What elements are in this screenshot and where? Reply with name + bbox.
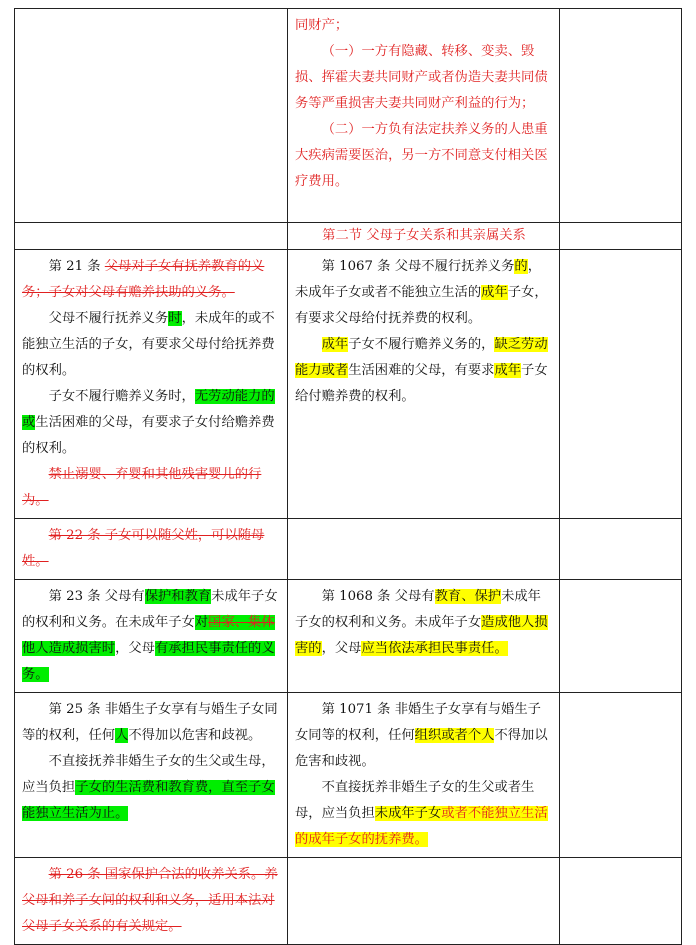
note-cell — [560, 250, 682, 519]
text: 子女给付赡养费的权利。 — [295, 363, 548, 404]
text — [295, 584, 553, 662]
new-cell — [288, 580, 560, 693]
table-row — [15, 858, 682, 945]
highlight: 他人造成损害时 — [22, 641, 116, 656]
text: 未成年子女的权利和义务。未成年子女 — [295, 589, 541, 630]
text: 不直接抚养非婚生子女的生父或者生母，应当负担 — [295, 780, 535, 821]
new-cell — [288, 519, 560, 580]
text — [295, 254, 553, 332]
highlight: 造成他人损害的 — [295, 615, 548, 656]
highlight: 应当依法承担民事责任。 — [361, 641, 508, 656]
highlight: 有承担民事责任的义务。 — [22, 641, 275, 682]
text: 父母不履行抚养义务 — [48, 311, 169, 326]
text — [22, 584, 281, 688]
old-cell — [15, 519, 288, 580]
highlight: 教育、保护 — [434, 589, 502, 604]
highlight: 未成年子女 — [374, 806, 442, 821]
highlight: 对 — [194, 615, 209, 630]
comparison-table — [14, 8, 682, 945]
highlight: 成年 — [481, 285, 508, 300]
text — [22, 749, 281, 827]
text: ，未成年子女或者不能独立生活的 — [295, 259, 541, 300]
text — [295, 332, 553, 410]
text — [22, 254, 281, 306]
text — [22, 384, 281, 462]
highlight: 保护和教育 — [144, 589, 212, 604]
highlight: 或者不能独立生活的成年子女的抚养费。 — [295, 806, 548, 847]
text: 不直接抚养非婚生子女的生父或生母，应当负担 — [22, 754, 275, 795]
note-cell — [560, 858, 682, 945]
table-row — [15, 580, 682, 693]
old-cell — [15, 223, 288, 250]
text — [22, 523, 281, 575]
text: ，父母 — [321, 641, 362, 656]
deleted-text: 第 26 条 国家保护合法的收养关系。养父母和养子女间的权利和义务，适用本法对父母子女关系的有关规定。 — [22, 867, 278, 934]
text: （一）一方有隐藏、转移、变卖、毁损、挥霍夫妻共同财产或者伪造夫妻共同债务等严重损害夫妻共同财产利益的行为； — [295, 44, 548, 111]
text: ，未成年的或不能独立生活的子女，有要求父母付给抚养费的权利。 — [22, 311, 275, 378]
deleted-text: 国家、集体 — [208, 615, 275, 630]
text — [22, 697, 281, 749]
text — [295, 775, 553, 853]
text: 未成年子女的权利和义务。在未成年子女 — [22, 589, 278, 630]
old-cell — [15, 580, 288, 693]
highlight: 组织或者个人 — [414, 728, 495, 743]
text: 子女不履行赡养义务的， — [348, 337, 495, 352]
note-cell — [560, 223, 682, 250]
new-cell — [288, 693, 560, 858]
old-cell — [15, 9, 288, 223]
old-cell — [15, 250, 288, 519]
text: 子女不履行赡养义务时， — [48, 389, 195, 404]
highlight: 人 — [115, 728, 129, 743]
highlight: 成年 — [494, 363, 522, 378]
text: 第 1068 条 父母有 — [321, 589, 435, 604]
table-row — [15, 223, 682, 250]
new-cell — [288, 9, 560, 223]
text: 第 1071 条 非婚生子女享有与婚生子女同等的权利，任何 — [295, 702, 541, 743]
table-row — [15, 9, 682, 223]
note-cell — [560, 519, 682, 580]
table-row — [15, 250, 682, 519]
text: 不得加以危害和歧视。 — [295, 728, 548, 769]
highlight: 无劳动能力的或 — [22, 389, 275, 430]
old-cell — [15, 858, 288, 945]
text — [22, 862, 281, 940]
text: 子女，有要求父母给付抚养费的权利。 — [295, 285, 548, 326]
note-cell — [560, 9, 682, 223]
text: 第 21 条 — [48, 259, 105, 274]
text: 第二节 父母子女关系和其亲属关系 — [322, 228, 526, 243]
old-cell — [15, 693, 288, 858]
deleted-text: 禁止溺婴、弃婴和其他残害婴儿的行为。 — [22, 467, 262, 508]
highlight: 缺乏劳动能力或者 — [295, 337, 548, 378]
text: 第 23 条 父母有 — [48, 589, 145, 604]
text: 第 25 条 非婚生子女享有与婚生子女同等的权利，任何 — [22, 702, 278, 743]
text — [22, 306, 281, 384]
text: 不得加以危害和歧视。 — [128, 728, 262, 743]
table-row — [15, 519, 682, 580]
highlight: 的 — [514, 259, 528, 274]
text — [295, 697, 553, 775]
text: （二）一方负有法定扶养义务的人患重大疾病需要医治，另一方不同意支付相关医疗费用。 — [295, 122, 548, 189]
text: 生活困难的父母，有要求 — [348, 363, 495, 378]
new-cell — [288, 858, 560, 945]
note-cell — [560, 693, 682, 858]
highlight: 成年 — [321, 337, 349, 352]
text: 生活困难的父母，有要求子女付给赡养费的权利。 — [22, 415, 275, 456]
highlight: 子女的生活费和教育费，直至子女能独立生活为止。 — [22, 780, 275, 821]
text: 第 1067 条 父母不履行抚养义务 — [321, 259, 515, 274]
deleted-text: 第 22 条 子女可以随父姓，可以随母姓。 — [22, 528, 265, 569]
deleted-text: 父母对子女有抚养教育的义务；子女对父母有赡养扶助的义务。 — [22, 259, 265, 300]
section-title — [288, 223, 560, 250]
table-row — [15, 693, 682, 858]
text: ，父母 — [115, 641, 155, 656]
text: 同财产； — [295, 18, 349, 33]
text — [22, 462, 281, 514]
highlight: 时 — [168, 311, 182, 326]
note-cell — [560, 580, 682, 693]
new-cell — [288, 250, 560, 519]
